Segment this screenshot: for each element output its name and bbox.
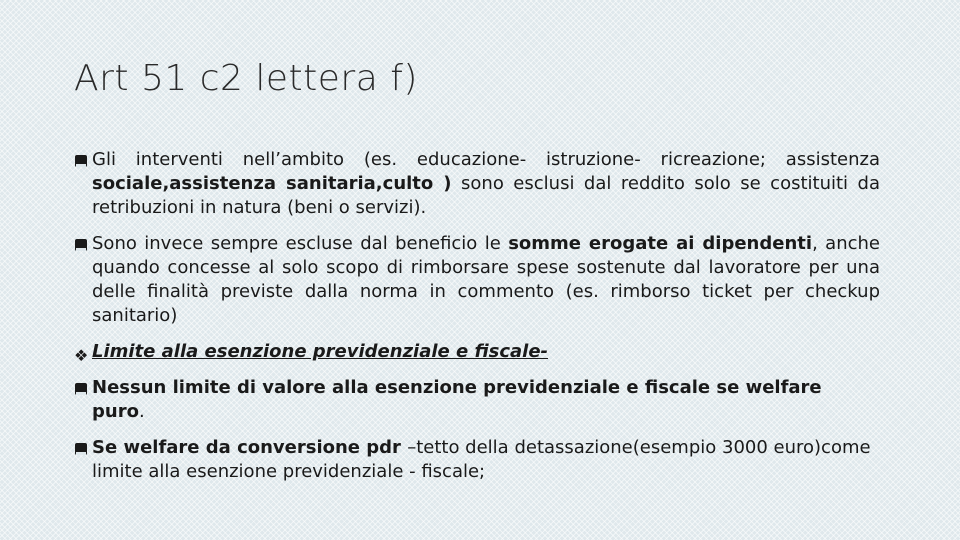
bullet-4-text-b: .	[138, 401, 145, 422]
bullet-1-text-a: Gli interventi nell’ambito (es. educazione- istruzione- ricreazione; assistenza	[92, 149, 880, 170]
bullet-2-text-a: Sono invece sempre escluse dal beneficio le	[92, 233, 509, 254]
bullet-welfare-conversione	[74, 436, 880, 484]
square-bullet-icon	[75, 443, 87, 455]
diamond-bullet-icon: ❖	[74, 346, 89, 365]
bullet-5-text-b: –tetto della detassazione(esempio 3000 euro)come limite alla esenzione previdenziale - fiscale;	[92, 437, 871, 482]
bullet-5-text-a: Se welfare da conversione pdr	[92, 437, 408, 458]
square-bullet-icon	[75, 239, 87, 251]
square-bullet-icon	[75, 383, 87, 395]
bullet-4-text-a: Nessun limite di valore alla esenzione previdenziale e fiscale se welfare puro	[92, 377, 822, 422]
bullet-nessun-limite	[74, 376, 880, 424]
bullet-3-heading: Limite alla esenzione previdenziale e fiscale-	[92, 341, 549, 362]
slide-body	[74, 148, 880, 496]
slide-title: Art 51 c2 lettera f)	[74, 58, 418, 99]
bullet-somme-erogate	[74, 232, 880, 328]
bullet-2-text-b: somme erogate ai dipendenti	[508, 233, 813, 254]
bullet-limite-heading	[74, 340, 880, 364]
bullet-1-text-c: sono esclusi dal reddito solo se costituiti da retribuzioni in natura (beni o servizi).	[92, 173, 880, 218]
bullet-1-text-b: sociale,assistenza sanitaria,culto )	[92, 173, 452, 194]
bullet-2-text-c: , anche quando concesse al solo scopo di rimborsare spese sostenute dal lavoratore per una delle finalità previste dalla norma in commento (es. rimborso ticket per checkup sanitario)	[92, 233, 880, 326]
bullet-interventi	[74, 148, 880, 220]
square-bullet-icon	[75, 155, 87, 167]
